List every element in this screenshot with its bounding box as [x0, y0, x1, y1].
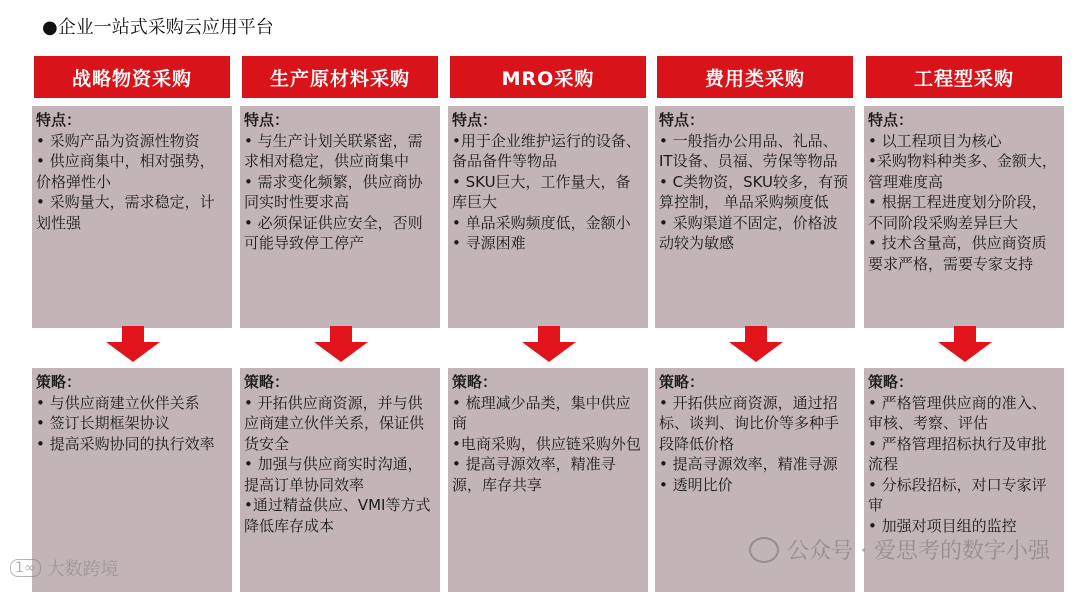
down-arrow-icon: [522, 326, 576, 362]
strategy-item: •通过精益供应、VMI等方式降低库存成本: [244, 496, 431, 535]
features-box: [864, 106, 1064, 328]
strategy-label: 策略：: [868, 373, 914, 391]
category-header: 生产原材料采购: [242, 56, 438, 98]
strategy-label: 策略：: [36, 373, 82, 391]
strategy-item: • 与供应商建立伙伴关系: [36, 393, 200, 412]
features-label: 特点：: [659, 111, 705, 129]
strategy-item: • 提高寻源效率，精准寻源，库存共享: [452, 455, 616, 494]
strategy-item: • 开拓供应商资源，通过招标、谈判、询比价等多种手段降低价格: [659, 393, 840, 453]
strategy-label: 策略：: [452, 373, 498, 391]
feature-item: • 一般指办公用品、礼品、IT设备、员福、劳保等物品: [659, 131, 838, 170]
feature-item: • 技术含量高，供应商资质要求严格，需要专家支持: [868, 234, 1047, 273]
strategy-item: • 开拓供应商资源，并与供应商建立伙伴关系，保证供货安全: [244, 393, 425, 453]
category-column: [657, 56, 853, 494]
strategy-item: • 梳理减少品类，集中供应商: [452, 393, 631, 432]
feature-item: • 需求变化频繁，供应商协同实时性要求高: [244, 172, 423, 211]
category-header: MRO采购: [450, 56, 646, 98]
feature-item: • 采购渠道不固定，价格波动较为敏感: [659, 213, 838, 252]
features-box: [240, 106, 440, 328]
feature-item: • 单品采购频度低，金额小: [452, 213, 631, 232]
feature-item: • SKU巨大，工作量大，备库巨大: [452, 172, 631, 211]
strategy-item: • 加强对项目组的监控: [868, 516, 1017, 535]
category-header: 工程型采购: [866, 56, 1062, 98]
feature-item: • 必须保证供应安全，否则可能导致停工停产: [244, 213, 423, 252]
category-column: [450, 56, 646, 494]
down-arrow-icon: [106, 326, 160, 362]
watermark-text: 公众号 · 爱思考的数字小强: [787, 539, 1050, 564]
feature-item: • 寻源困难: [452, 234, 526, 252]
feature-item: •用于企业维护运行的设备、备品备件等物品: [452, 131, 641, 170]
features-label: 特点：: [452, 111, 498, 129]
page-title: ●企业一站式采购云应用平台: [42, 17, 274, 38]
strategy-item: • 透明比价: [659, 475, 733, 494]
feature-item: • 根据工程进度划分阶段，不同阶段采购差异巨大: [868, 193, 1047, 232]
strategy-item: • 签订长期框架协议: [36, 414, 170, 432]
down-arrow-icon: [938, 326, 992, 362]
features-box: [655, 106, 855, 328]
strategy-label: 策略：: [659, 373, 705, 391]
brand-logo-icon: 1∞: [10, 559, 41, 577]
down-arrow-icon: [314, 326, 368, 362]
strategy-item: •电商采购，供应链采购外包: [452, 434, 641, 453]
strategy-item: • 严格管理供应商的准入、审核、考察、评估: [868, 393, 1047, 432]
feature-item: • 以工程项目为核心: [868, 131, 1002, 150]
strategy-label: 策略：: [244, 373, 290, 391]
features-label: 特点：: [36, 111, 82, 129]
category-column: [34, 56, 230, 453]
feature-item: • 与生产计划关联紧密，需求相对稳定，供应商集中: [244, 131, 423, 170]
strategy-box: [240, 368, 440, 592]
watermark: [749, 534, 1050, 565]
category-header: 费用类采购: [657, 56, 853, 98]
features-box: [448, 106, 648, 328]
brand-text: 大数跨境: [46, 559, 119, 580]
brand: [10, 555, 119, 581]
strategy-item: • 提高采购协同的执行效率: [36, 434, 215, 453]
feature-item: •采购物料种类多、金额大，管理难度高: [868, 152, 1057, 191]
feature-item: • 采购产品为资源性物资: [36, 131, 200, 150]
category-column: [866, 56, 1062, 535]
feature-item: • 供应商集中，相对强势，价格弹性小: [36, 152, 215, 191]
wechat-icon: [749, 537, 779, 563]
strategy-item: • 提高寻源效率，精准寻源: [659, 455, 838, 473]
category-header: 战略物资采购: [34, 56, 230, 98]
features-label: 特点：: [868, 111, 914, 129]
strategy-box: [448, 368, 648, 592]
feature-item: • C类物资，SKU较多，有预算控制， 单品采购频度低: [659, 172, 849, 211]
features-label: 特点：: [244, 111, 290, 129]
strategy-item: • 加强与供应商实时沟通，提高订单协同效率: [244, 455, 423, 494]
strategy-item: • 分标段招标，对口专家评审: [868, 475, 1047, 514]
strategy-item: • 严格管理招标执行及审批流程: [868, 434, 1047, 473]
features-box: [32, 106, 232, 328]
feature-item: • 采购量大，需求稳定，计划性强: [36, 193, 215, 232]
category-column: [242, 56, 438, 535]
down-arrow-icon: [729, 326, 783, 362]
